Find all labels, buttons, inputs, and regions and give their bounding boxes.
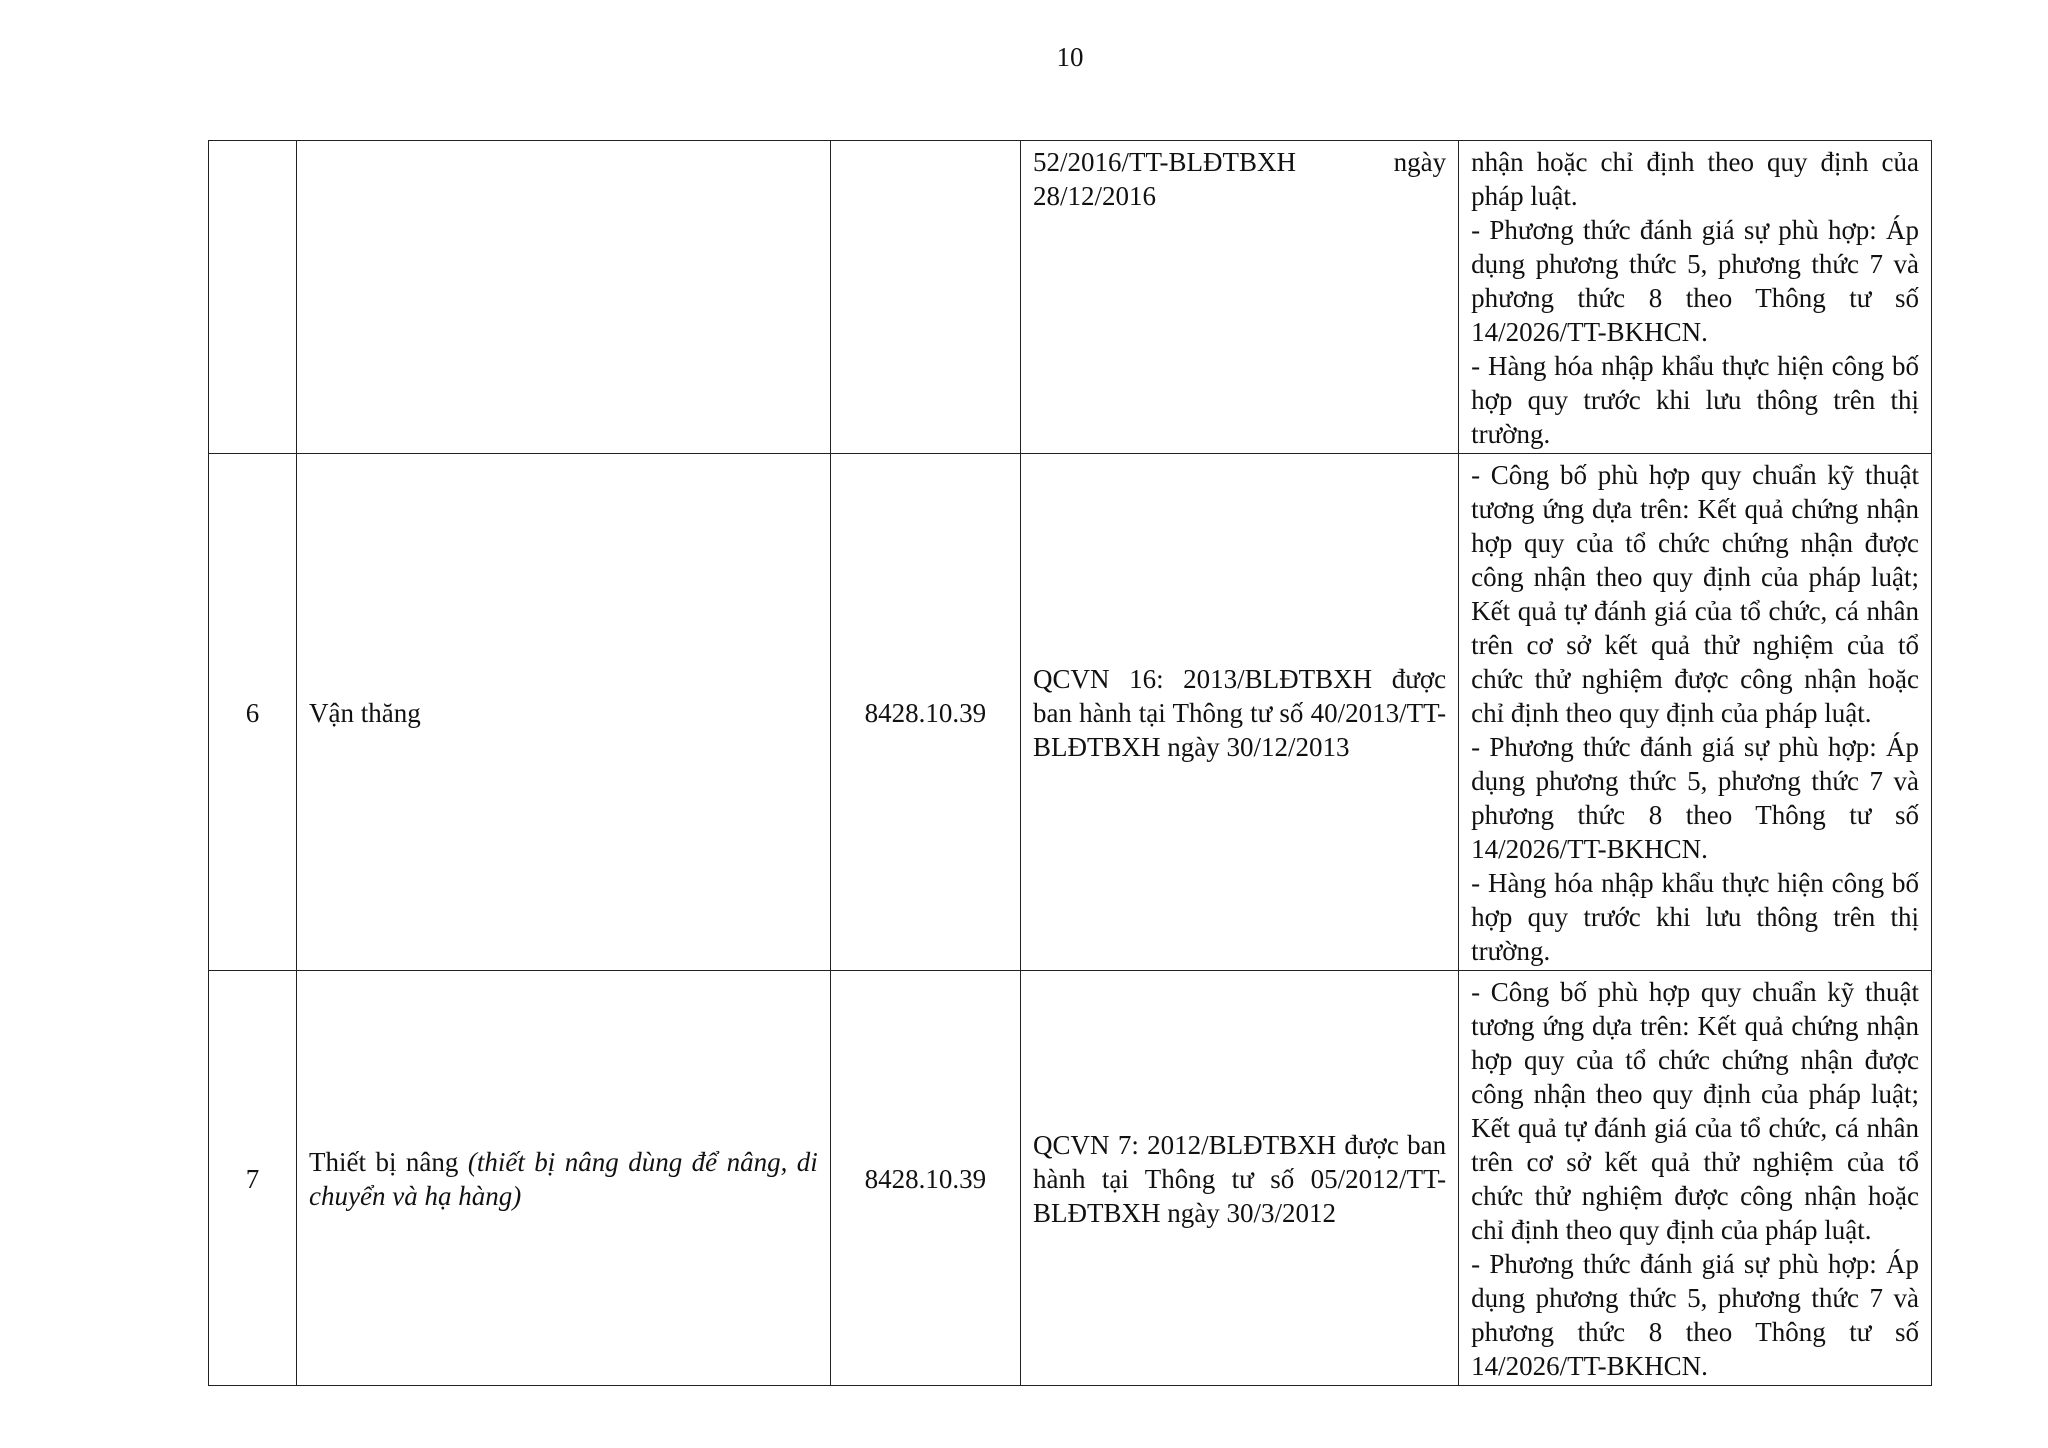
certification-cell bbox=[1459, 971, 1932, 1386]
cert-line: - Hàng hóa nhập khẩu thực hiện công bố hợp quy trước khi lưu thông trên thị trường. bbox=[1471, 868, 1919, 966]
row-number-cell bbox=[209, 141, 297, 454]
standard-cell: 52/2016/TT-BLĐTBXH ngày 28/12/2016 bbox=[1021, 141, 1459, 454]
cert-line: - Phương thức đánh giá sự phù hợp: Áp dụng phương thức 5, phương thức 7 và phương thức 8 theo Thông tư số 14/2026/TT-BKHCN. bbox=[1471, 732, 1919, 864]
hs-code-cell: 8428.10.39 bbox=[830, 971, 1020, 1386]
cert-line: nhận hoặc chỉ định theo quy định của pháp luật. bbox=[1471, 147, 1919, 211]
row-number-cell: 6 bbox=[209, 454, 297, 971]
certification-cell bbox=[1459, 141, 1932, 454]
row-number-cell: 7 bbox=[209, 971, 297, 1386]
cert-line: - Công bố phù hợp quy chuẩn kỹ thuật tương ứng dựa trên: Kết quả chứng nhận hợp quy của tổ chức chứng nhận được công nhận theo quy định của pháp luật; Kết quả tự đánh giá của tổ chức, cá nhân trên cơ sở kết quả thử nghiệm của tổ chức thử nghiệm được công nhận hoặc chỉ định theo quy định của pháp luật. bbox=[1471, 460, 1919, 728]
regulation-table bbox=[208, 140, 1932, 1386]
cert-line: - Công bố phù hợp quy chuẩn kỹ thuật tương ứng dựa trên: Kết quả chứng nhận hợp quy của tổ chức chứng nhận được công nhận theo quy định của pháp luật; Kết quả tự đánh giá của tổ chức, cá nhân trên cơ sở kết quả thử nghiệm của tổ chức thử nghiệm được công nhận hoặc chỉ định theo quy định của pháp luật. bbox=[1471, 977, 1919, 1245]
table-row bbox=[209, 971, 1932, 1386]
cert-line: - Hàng hóa nhập khẩu thực hiện công bố hợp quy trước khi lưu thông trên thị trường. bbox=[1471, 351, 1919, 449]
standard-cell: QCVN 16: 2013/BLĐTBXH được ban hành tại Thông tư số 40/2013/TT-BLĐTBXH ngày 30/12/2013 bbox=[1021, 454, 1459, 971]
table-row bbox=[209, 141, 1932, 454]
hs-code-cell bbox=[830, 141, 1020, 454]
certification-cell bbox=[1459, 454, 1932, 971]
standard-cell: QCVN 7: 2012/BLĐTBXH được ban hành tại Thông tư số 05/2012/TT-BLĐTBXH ngày 30/3/2012 bbox=[1021, 971, 1459, 1386]
cert-line: - Phương thức đánh giá sự phù hợp: Áp dụng phương thức 5, phương thức 7 và phương thức 8 theo Thông tư số 14/2026/TT-BKHCN. bbox=[1471, 1249, 1919, 1381]
hs-code-cell: 8428.10.39 bbox=[830, 454, 1020, 971]
product-name: Thiết bị nâng bbox=[309, 1147, 459, 1177]
product-name-cell bbox=[297, 141, 831, 454]
product-name-note: (thiết bị nâng dùng để nâng, di chuyển và hạ hàng) bbox=[309, 1147, 818, 1211]
product-name-cell: Vận thăng bbox=[297, 454, 831, 971]
cert-line: - Phương thức đánh giá sự phù hợp: Áp dụng phương thức 5, phương thức 7 và phương thức 8 theo Thông tư số 14/2026/TT-BKHCN. bbox=[1471, 215, 1919, 347]
product-name-cell bbox=[297, 971, 831, 1386]
page-number: 10 bbox=[1056, 42, 1084, 72]
table-row bbox=[209, 454, 1932, 971]
